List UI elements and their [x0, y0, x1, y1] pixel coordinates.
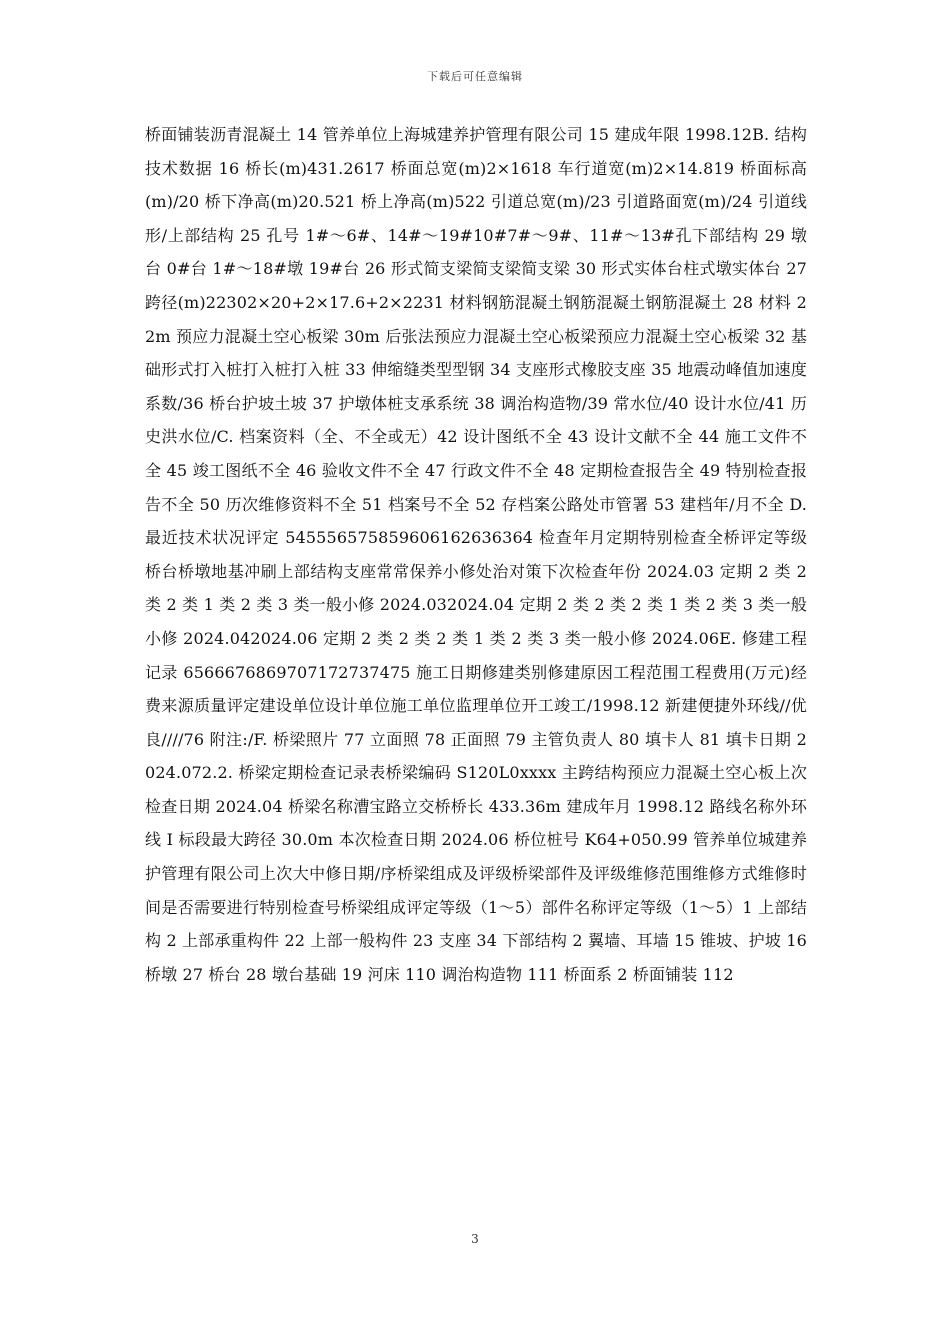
body-paragraph: 桥面铺装沥青混凝土 14 管养单位上海城建养护管理有限公司 15 建成年限 1998.12B. 结构技术数据 16 桥长(m)431.2617 桥面总宽(m)2×1618 车行道宽(m)2×14.819 桥面标高(m)/20 桥下净高(m)20.521 桥上净高(m)522 引道总宽(m)/23 引道路面宽(m)/24 引道线形/上部结构 25 孔号 1#～6#、14#～19#10#7#～9#、11#～13#孔下部结构 29 墩台 0#台 1#～18#墩 19#台 26 形式简支梁简支梁简支梁 30 形式实体台柱式墩实体台 27 跨径(m)22302×20+2×17.6+2×2231 材料钢筋混凝土钢筋混凝土钢筋混凝土 28 材料 22m 预应力混凝土空心板梁 30m 后张法预应力混凝土空心板梁预应力混凝土空心板梁 32 基础形式打入桩打入桩打入桩 33 伸缩缝类型型钢 34 支座形式橡胶支座 35 地震动峰值加速度系数/36 桥台护坡土坡 37 护墩体桩支承系统 38 调治构造物/39 常水位/40 设计水位/41 历史洪水位/C. 档案资料（全、不全或无）42 设计图纸不全 43 设计文献不全 44 施工文件不全 45 竣工图纸不全 46 验收文件不全 47 行政文件不全 48 定期检查报告全 49 特别检查报告不全 50 历次维修资料不全 51 档案号不全 52 存档案公路处市管署 53 建档年/月不全 D. 最近技术状况评定 545556575859606162636364 检查年月定期特别检查全桥评定等级桥台桥墩地基冲刷上部结构支座常常保养小修处治对策下次检查年份 2024.03 定期 2 类 2 类 2 类 1 类 2 类 3 类一般小修 2024.032024.04 定期 2 类 2 类 2 类 1 类 2 类 3 类一般小修 2024.042024.06 定期 2 类 2 类 2 类 1 类 2 类 3 类一般小修 2024.06E. 修建工程记录 6566676869707172737475 施工日期修建类别修建原因工程范围工程费用(万元)经费来源质量评定建设单位设计单位施工单位监理单位开工竣工/1998.12 新建便捷外环线//优良////76 附注:/F. 桥梁照片 77 立面照 78 正面照 79 主管负责人 80 填卡人 81 填卡日期 2024.072.2. 桥梁定期检查记录表桥梁编码 S120L0xxxx 主跨结构预应力混凝土空心板上次检查日期 2024.04 桥梁名称漕宝路立交桥桥长 433.36m 建成年月 1998.12 路线名称外环线 I 标段最大跨径 30.0m 本次检查日期 2024.06 桥位桩号 K64+050.99 管养单位城建养护管理有限公司上次大中修日期/序桥梁组成及评级桥梁部件及评级维修范围维修方式维修时间是否需要进行特别检查号桥梁组成评定等级（1～5）部件名称评定等级（1～5）1 上部结构 2 上部承重构件 22 上部一般构件 23 支座 34 下部结构 2 翼墙、耳墙 15 锥坡、护坡 16 桥墩 27 桥台 28 墩台基础 19 河床 110 调治构造物 111 桥面系 2 桥面铺装 112: [145, 125, 807, 984]
page-number: 3: [471, 1232, 479, 1246]
page-header: 下载后可任意编辑: [427, 70, 523, 83]
